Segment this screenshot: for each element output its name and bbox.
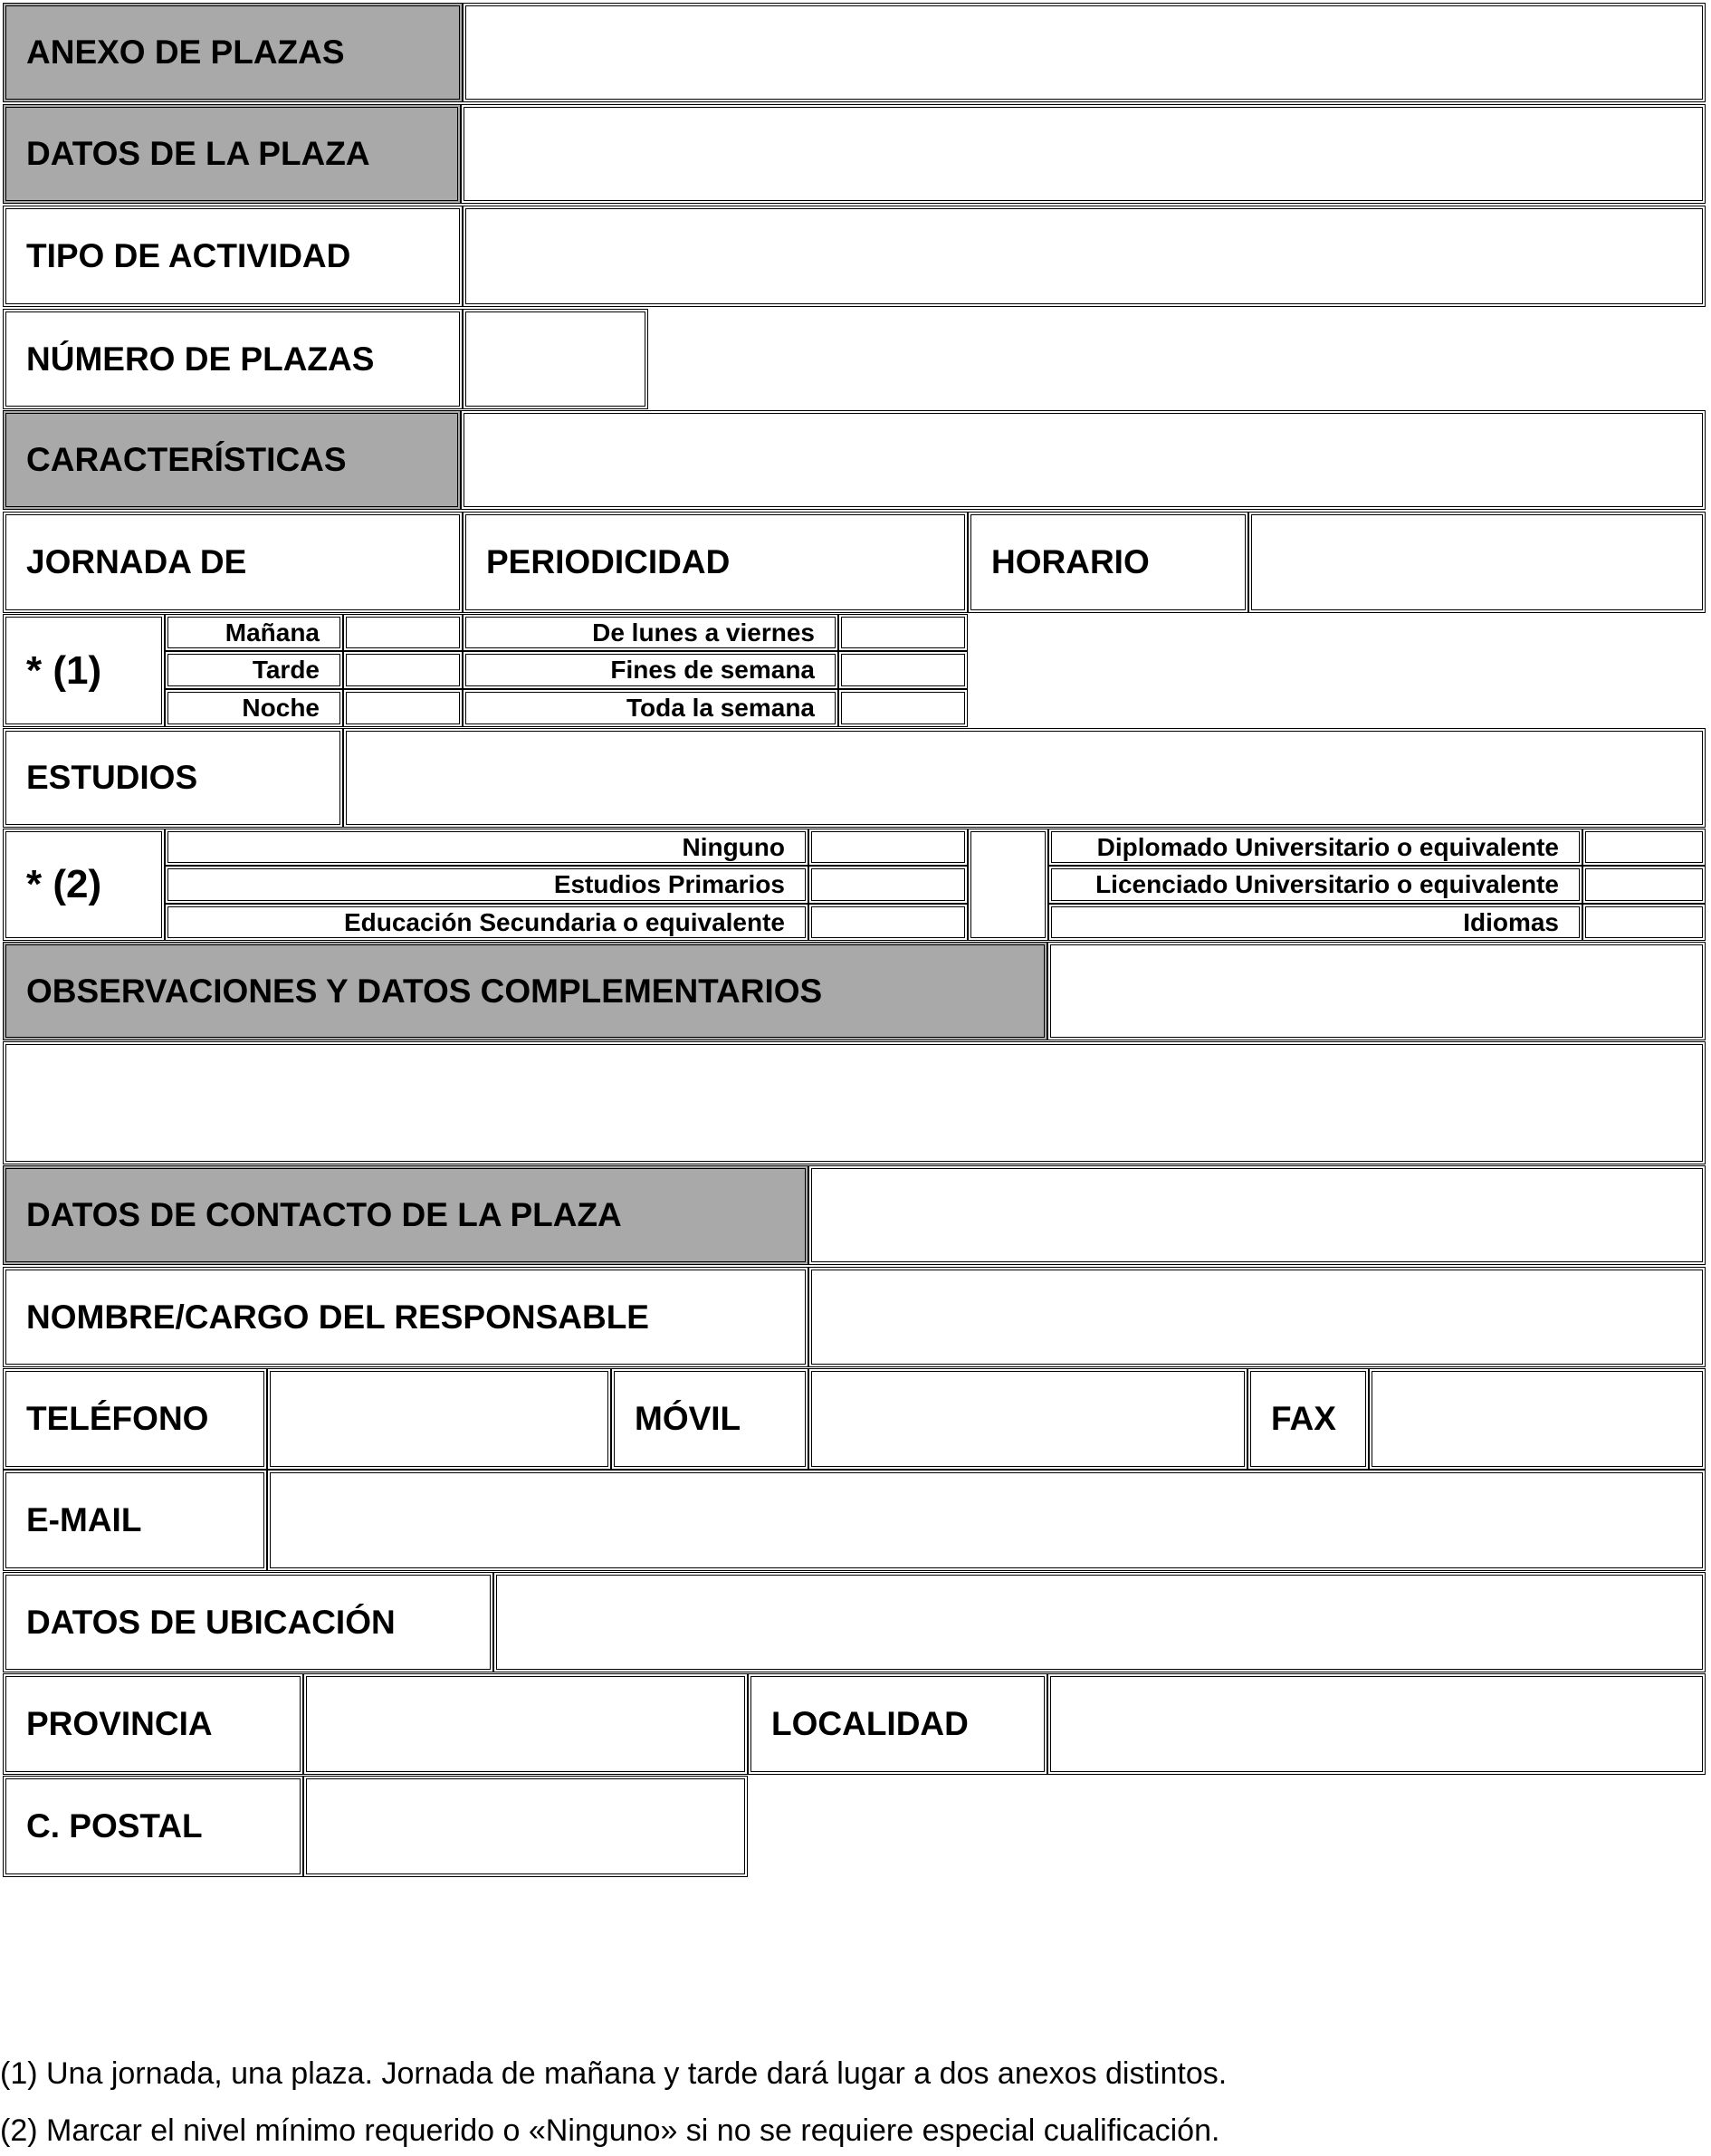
fax-label: FAX	[1247, 1368, 1369, 1470]
estudios-checkbox-licenciado[interactable]	[1582, 866, 1706, 904]
estudios-spacer	[968, 829, 1048, 941]
anexo-field[interactable]	[463, 3, 1706, 102]
periodicidad-option-toda-semana: Toda la semana	[463, 689, 838, 727]
footnote-2: (2) Marcar el nivel mínimo requerido o «Ninguno» si no se requiere especial cualificación.	[0, 2113, 1220, 2148]
jornada-marker: * (1)	[3, 614, 165, 727]
email-field[interactable]	[267, 1470, 1706, 1571]
horario-label: HORARIO	[968, 512, 1248, 613]
provincia-label: PROVINCIA	[3, 1673, 303, 1775]
estudios-option-ninguno: Ninguno	[165, 829, 808, 866]
jornada-checkbox-noche[interactable]	[343, 689, 463, 727]
movil-label: MÓVIL	[611, 1368, 808, 1470]
estudios-option-diplomado: Diplomado Universitario o equivalente	[1048, 829, 1582, 866]
jornada-checkbox-manana[interactable]	[343, 614, 463, 651]
estudios-option-idiomas: Idiomas	[1048, 904, 1582, 941]
jornada-option-tarde: Tarde	[165, 651, 343, 689]
caracteristicas-section: CARACTERÍSTICAS	[3, 410, 461, 510]
estudios-label: ESTUDIOS	[3, 728, 343, 828]
telefono-field[interactable]	[267, 1368, 611, 1470]
estudios-checkbox-idiomas[interactable]	[1582, 904, 1706, 941]
responsable-label: NOMBRE/CARGO DEL RESPONSABLE	[3, 1267, 808, 1367]
periodicidad-checkbox-lunes-viernes[interactable]	[838, 614, 968, 651]
movil-field[interactable]	[808, 1368, 1247, 1470]
localidad-field[interactable]	[1047, 1673, 1706, 1775]
estudios-checkbox-diplomado[interactable]	[1582, 829, 1706, 866]
jornada-label: JORNADA DE	[3, 512, 463, 613]
fax-field[interactable]	[1369, 1368, 1706, 1470]
contacto-section: DATOS DE CONTACTO DE LA PLAZA	[3, 1165, 808, 1265]
jornada-option-noche: Noche	[165, 689, 343, 727]
cpostal-label: C. POSTAL	[3, 1776, 303, 1877]
periodicidad-option-lunes-viernes: De lunes a viernes	[463, 614, 838, 651]
observaciones-textarea[interactable]	[3, 1041, 1706, 1164]
observaciones-side-field[interactable]	[1047, 942, 1706, 1040]
tipo-actividad-label: TIPO DE ACTIVIDAD	[3, 206, 463, 307]
datos-plaza-field[interactable]	[461, 104, 1706, 204]
telefono-label: TELÉFONO	[3, 1368, 267, 1470]
ubicacion-field[interactable]	[493, 1572, 1706, 1672]
periodicidad-checkbox-fines-semana[interactable]	[838, 651, 968, 689]
ubicacion-section: DATOS DE UBICACIÓN	[3, 1572, 493, 1672]
periodicidad-checkbox-toda-semana[interactable]	[838, 689, 968, 727]
tipo-actividad-field[interactable]	[463, 206, 1706, 307]
caracteristicas-field[interactable]	[461, 410, 1706, 510]
estudios-field[interactable]	[343, 728, 1706, 828]
email-label: E-MAIL	[3, 1470, 267, 1571]
estudios-marker: * (2)	[3, 829, 165, 941]
localidad-label: LOCALIDAD	[748, 1673, 1047, 1775]
estudios-checkbox-ninguno[interactable]	[808, 829, 968, 866]
periodicidad-option-fines-semana: Fines de semana	[463, 651, 838, 689]
numero-plazas-label: NÚMERO DE PLAZAS	[3, 309, 463, 409]
periodicidad-label: PERIODICIDAD	[463, 512, 968, 613]
provincia-field[interactable]	[303, 1673, 748, 1775]
observaciones-section: OBSERVACIONES Y DATOS COMPLEMENTARIOS	[3, 942, 1047, 1040]
estudios-option-secundaria: Educación Secundaria o equivalente	[165, 904, 808, 941]
numero-plazas-field[interactable]	[463, 309, 648, 409]
contacto-side-field[interactable]	[808, 1165, 1706, 1265]
footnote-1: (1) Una jornada, una plaza. Jornada de mañana y tarde dará lugar a dos anexos distintos.	[0, 2056, 1228, 2091]
responsable-field[interactable]	[808, 1267, 1706, 1367]
estudios-option-licenciado: Licenciado Universitario o equivalente	[1048, 866, 1582, 904]
estudios-checkbox-secundaria[interactable]	[808, 904, 968, 941]
datos-plaza-section: DATOS DE LA PLAZA	[3, 104, 461, 204]
jornada-option-manana: Mañana	[165, 614, 343, 651]
jornada-checkbox-tarde[interactable]	[343, 651, 463, 689]
cpostal-field[interactable]	[303, 1776, 748, 1877]
horario-field[interactable]	[1248, 512, 1706, 613]
estudios-option-primarios: Estudios Primarios	[165, 866, 808, 904]
estudios-checkbox-primarios[interactable]	[808, 866, 968, 904]
anexo-title: ANEXO DE PLAZAS	[3, 3, 463, 102]
